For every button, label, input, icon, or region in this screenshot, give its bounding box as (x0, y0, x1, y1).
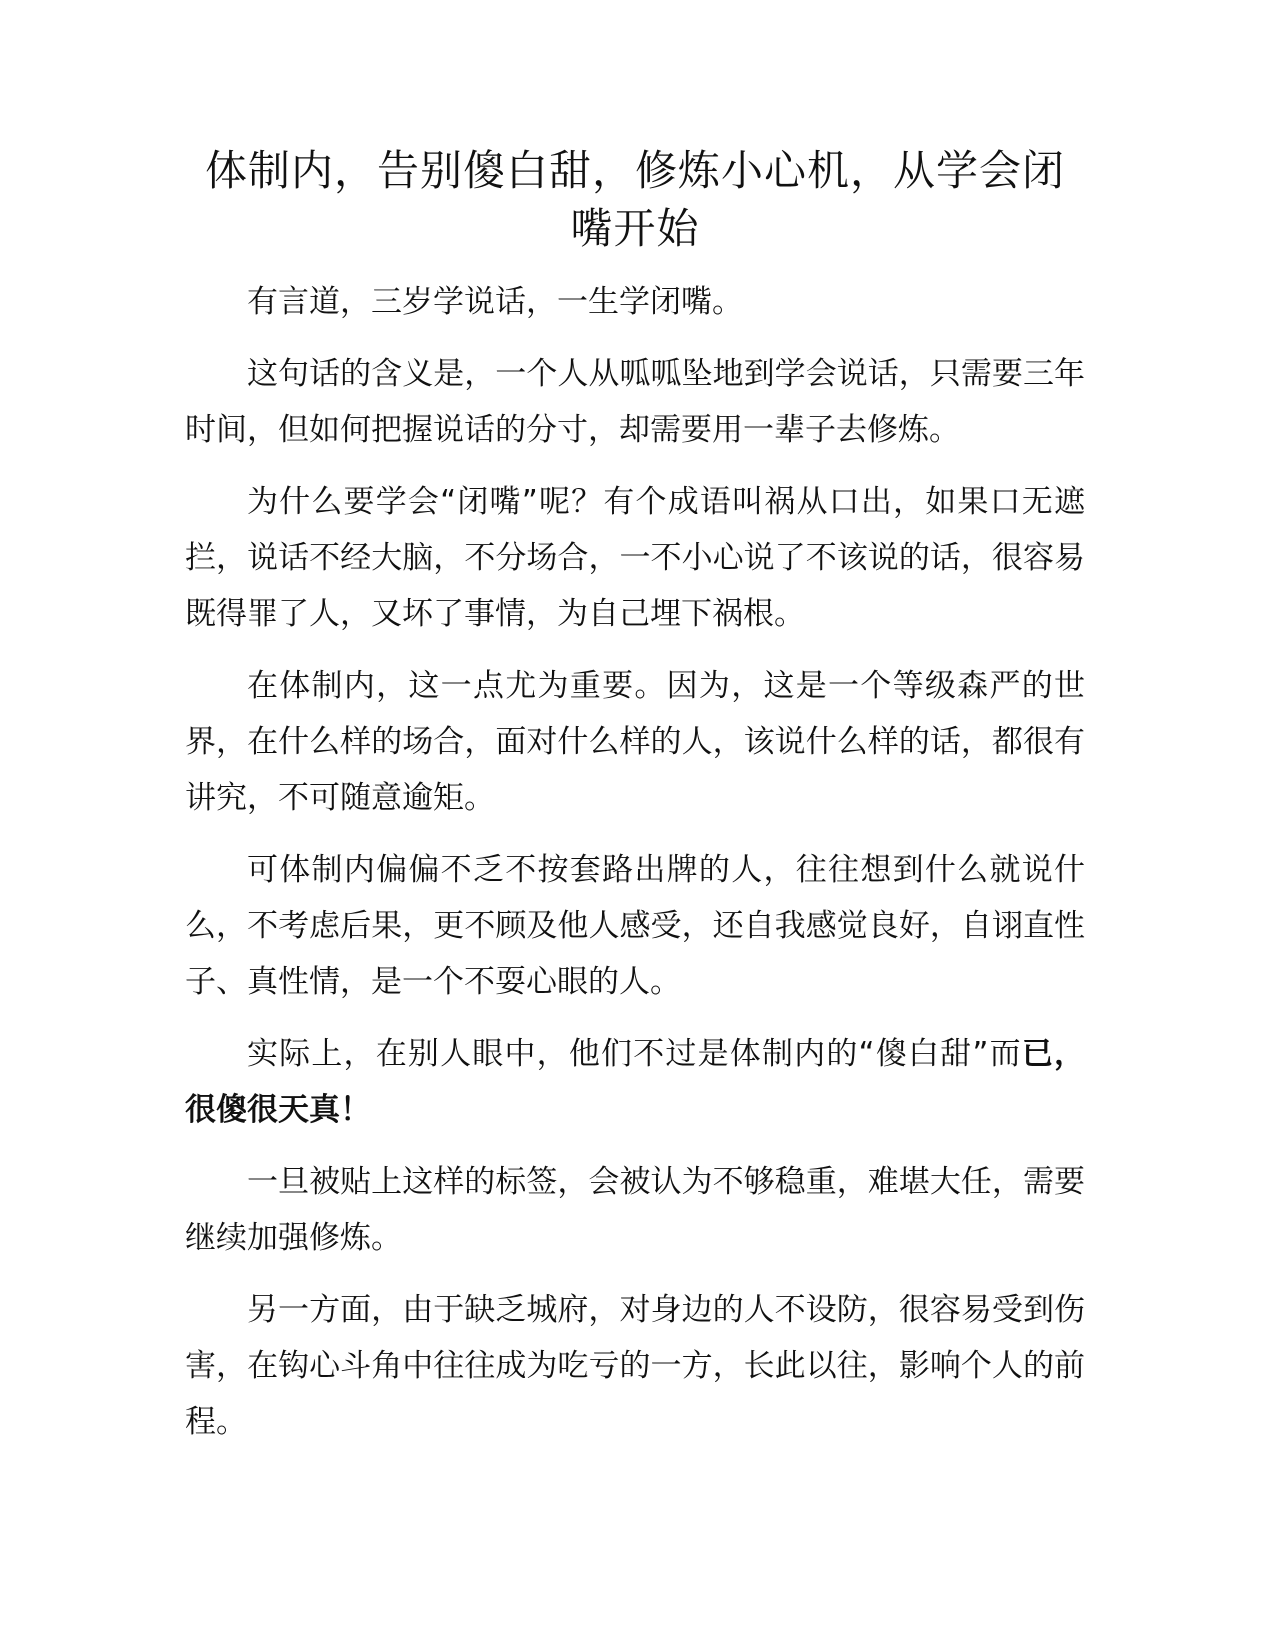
paragraph: 另一方面，由于缺乏城府，对身边的人不设防，很容易受到伤害，在钩心斗角中往往成为吃亏的一方，长此以往，影响个人的前程。 (185, 1292, 1085, 1440)
paragraph: 可体制内偏偏不乏不按套路出牌的人，往往想到什么就说什么，不考虑后果，更不顾及他人感受，还自我感觉良好，自诩直性子、真性情，是一个不耍心眼的人。 (185, 852, 1085, 1000)
paragraph: 为什么要学会“闭嘴”呢？有个成语叫祸从口出，如果口无遮拦，说话不经大脑，不分场合，一不小心说了不该说的话，很容易既得罪了人，又坏了事情，为自己埋下祸根。 (185, 484, 1085, 632)
document-title: 体制内，告别傻白甜，修炼小心机，从学会闭嘴开始 (204, 146, 1065, 253)
paragraph: 这句话的含义是，一个人从呱呱坠地到学会说话，只需要三年时间，但如何把握说话的分寸，却需要用一辈子去修炼。 (185, 356, 1085, 448)
paragraph-text: 实际上，在别人眼中，他们不过是体制内的“傻白甜”而 (247, 1036, 1022, 1072)
emphasized-text: 已，很傻很天真！ (185, 1036, 1085, 1128)
paragraph-with-emphasis (185, 1026, 1085, 1138)
paragraph: 一旦被贴上这样的标签，会被认为不够稳重，难堪大任，需要继续加强修炼。 (185, 1164, 1085, 1256)
paragraph: 在体制内，这一点尤为重要。因为，这是一个等级森严的世界，在什么样的场合，面对什么样的人，该说什么样的话，都很有讲究，不可随意逾矩。 (185, 668, 1085, 816)
document-body (185, 142, 1085, 1466)
paragraph: 有言道，三岁学说话，一生学闭嘴。 (247, 284, 743, 320)
